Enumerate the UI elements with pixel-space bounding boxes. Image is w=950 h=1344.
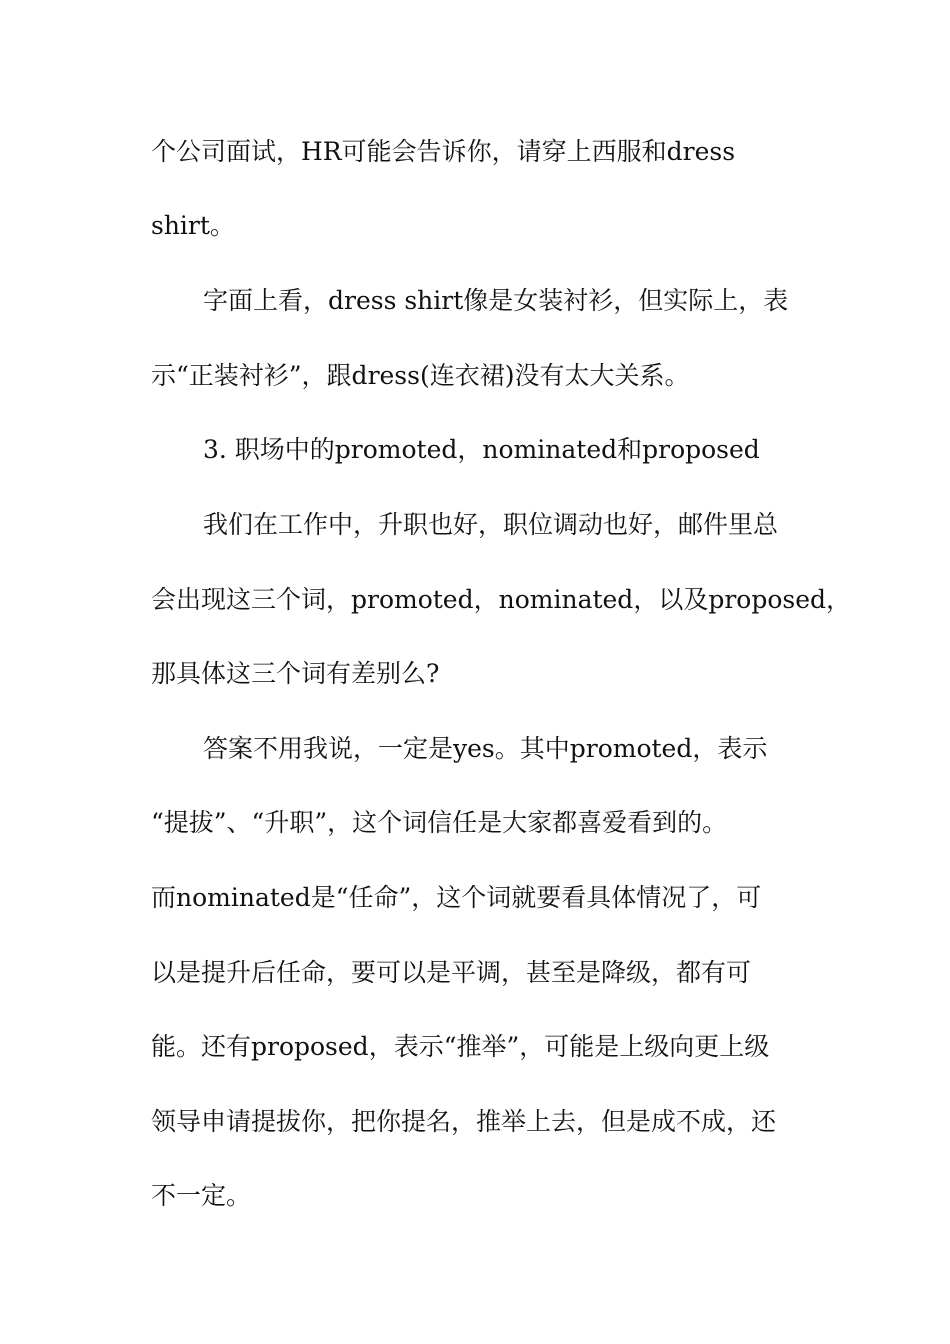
paragraph-first-line: 字面上看，dress shirt像是女装衬衫，但实际上，表 (203, 286, 789, 315)
text-line: 那具体这三个词有差别么? (151, 659, 440, 688)
text-line: 示“正装衬衫”，跟dress(连衣裙)没有太大关系。 (151, 361, 690, 390)
text-line: 不一定。 (151, 1181, 252, 1210)
text-line: 而nominated是“任命”，这个词就要看具体情况了，可 (151, 883, 762, 912)
text-line: 领导申请提拔你，把你提名，推举上去，但是成不成，还 (151, 1107, 777, 1136)
text-line: shirt。 (151, 211, 235, 240)
paragraph-first-line: 我们在工作中，升职也好，职位调动也好，邮件里总 (203, 510, 779, 539)
text-line: 会出现这三个词，promoted，nominated，以及proposed， (151, 585, 852, 614)
text-line: 能。还有proposed，表示“推举”，可能是上级向更上级 (151, 1032, 770, 1061)
paragraph-first-line: 答案不用我说，一定是yes。其中promoted，表示 (203, 734, 768, 763)
section-heading: 3. 职场中的promoted，nominated和proposed (203, 435, 760, 464)
text-line: “提拔”、“升职”，这个词信任是大家都喜爱看到的。 (151, 808, 728, 837)
text-line: 个公司面试，HR可能会告诉你，请穿上西服和dress (151, 137, 736, 166)
text-line: 以是提升后任命，要可以是平调，甚至是降级，都有可 (151, 958, 752, 987)
